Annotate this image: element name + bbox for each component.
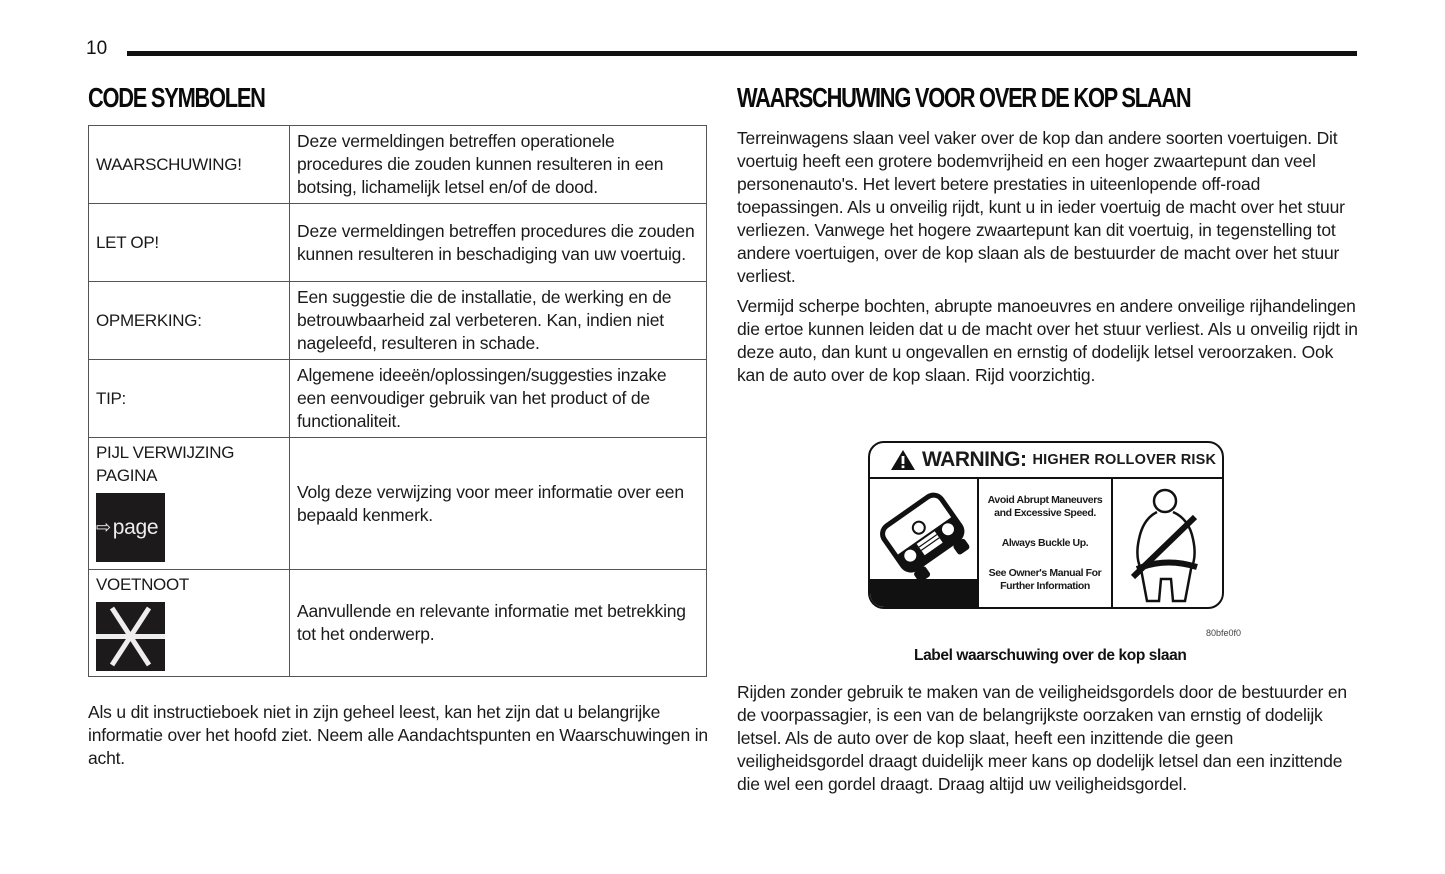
symbol-key: WAARSCHUWING! (89, 126, 290, 204)
table-row (89, 360, 707, 438)
arrow-right-icon: ⇨ (96, 517, 111, 537)
label-warning-word: WARNING: (922, 448, 1027, 471)
symbol-description: Aanvullende en relevante informatie met betrekking tot het onderwerp. (290, 570, 707, 677)
symbol-key-cell (89, 570, 290, 677)
ground-bar (870, 579, 977, 607)
symbol-key: TIP: (89, 360, 290, 438)
table-row (89, 570, 707, 677)
symbol-key: VOETNOOT (96, 575, 189, 594)
rollover-paragraph: Terreinwagens slaan veel vaker over de kop dan andere soorten voertuigen. Dit voertuig heeft een grotere bodemvrijheid en een hoger zwaartepunt dan veel personenauto's. Het levert betere prestaties in uiteenlopende off-road toepassingen. Als u onveilig rijdt, kunt u in ieder voertuig de macht over het stuur verliezen. Vanwege het hogere zwaartepunt kan dit voertuig, in tegenstelling tot andere voertuigen, over de kop slaan als de bestuurder de macht over het stuur verliest. (737, 128, 1345, 286)
seatbelt-person-icon (1113, 479, 1222, 607)
symbol-key: PIJL VERWIJZING PAGINA (96, 443, 235, 485)
rollover-paragraph: Vermijd scherpe bochten, abrupte manoeuvres en andere onveilige rijhandelingen die ertoe kunnen leiden dat u de macht over het stuur verliest. Als u onveilig rijdt in deze auto, dan kunt u ongevallen en ernstig of dodelijk letsel veroorzaken. Ook kan de auto over de kop slaan. Rijd voorzichtig. (737, 296, 1358, 385)
seatbelt-paragraph: Rijden zonder gebruik te maken van de veiligheidsgordels door de bestuurder en de voorpassagier, is een van de belangrijkste oorzaken van ernstig of dodelijk letsel. Als de auto over de kop slaat, heeft een inzittende die geen veiligheidsgordel draagt duidelijk meer kans op dodelijk letsel dan een inzittende die wel een gordel draagt. Draag altijd uw veiligheidsgordel. (737, 682, 1347, 794)
table-row (89, 282, 707, 360)
symbol-key-cell (89, 438, 290, 570)
page-number: 10 (86, 38, 108, 59)
footnote-asterisk-icon (96, 602, 165, 671)
label-line: Always Buckle Up. (1001, 536, 1089, 549)
label-instructions (979, 479, 1113, 607)
label-risk-text: HIGHER ROLLOVER RISK (1032, 452, 1217, 468)
warning-triangle-icon (890, 449, 916, 471)
symbol-description: Deze vermeldingen betreffen operationele procedures die zouden kunnen resulteren in een botsing, lichamelijk letsel en/of de dood. (290, 126, 707, 204)
symbol-description: Deze vermeldingen betreffen procedures die zouden kunnen resulteren in beschadiging van uw voertuig. (290, 204, 707, 282)
page-icon-text: page (112, 516, 159, 539)
label-line: See Owner's Manual For Further Information (988, 566, 1102, 592)
symbol-description: Algemene ideeën/oplossingen/suggesties inzake een eenvoudiger gebruik van het product of de functionaliteit. (290, 360, 707, 438)
header-rule (127, 51, 1357, 56)
label-caption: Label waarschuwing over de kop slaan (914, 647, 1187, 664)
section-title-rollover-warning: WAARSCHUWING VOOR OVER DE KOP SLAAN (737, 82, 1191, 113)
label-line: Avoid Abrupt Maneuvers and Excessive Speed. (987, 493, 1103, 519)
label-image-code: 80bfe0f0 (1206, 628, 1242, 638)
label-header (870, 443, 1222, 479)
rollover-warning-label (868, 441, 1224, 609)
code-symbols-table (88, 125, 707, 677)
rollover-vehicle-icon (870, 479, 979, 607)
manual-reading-note: Als u dit instructieboek niet in zijn geheel leest, kan het zijn dat u belangrijke informatie over het hoofd ziet. Neem alle Aandachtspunten en Waarschuwingen in acht. (88, 702, 708, 768)
symbol-description: Volg deze verwijzing voor meer informatie over een bepaald kenmerk. (290, 438, 707, 570)
table-row (89, 126, 707, 204)
symbol-key: LET OP! (89, 204, 290, 282)
page-arrow-icon (96, 493, 165, 562)
symbol-key: OPMERKING: (89, 282, 290, 360)
table-row (89, 204, 707, 282)
symbol-description: Een suggestie die de installatie, de werking en de betrouwbaarheid zal verbeteren. Kan, indien niet nageleefd, resulteren in schade. (290, 282, 707, 360)
table-row (89, 438, 707, 570)
section-title-code-symbols: CODE SYMBOLEN (88, 82, 265, 113)
